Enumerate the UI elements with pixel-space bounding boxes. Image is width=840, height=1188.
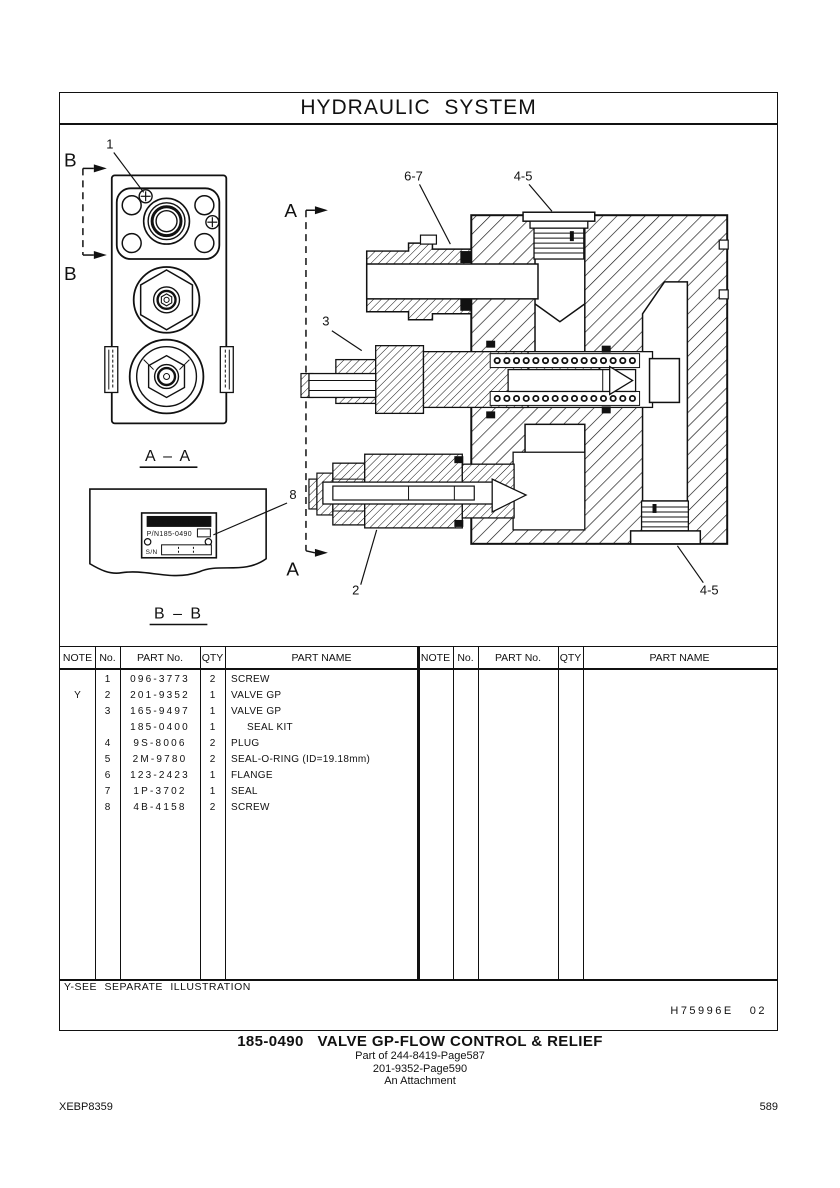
screw-icon xyxy=(206,216,219,229)
cell-note xyxy=(60,800,95,816)
caption-subtitle-2: 201-9352-Page590 xyxy=(372,1062,468,1075)
cell-note: Y xyxy=(74,690,81,701)
view-label-aa: A – A xyxy=(144,448,193,466)
title-band xyxy=(60,93,777,125)
col-header-no: No. xyxy=(457,651,474,664)
col-header-part-name: PART NAME xyxy=(291,651,352,664)
cell-name: SCREW xyxy=(231,674,270,685)
cell-name: SEAL KIT xyxy=(247,722,293,733)
col-header-qty: QTY xyxy=(201,651,224,664)
page-title: HYDRAULIC SYSTEM xyxy=(300,96,537,119)
callout-4-5-bottom: 4-5 xyxy=(699,582,719,598)
cell-part-no: 123-2423 xyxy=(130,770,190,781)
cell-no: 7 xyxy=(104,786,111,797)
cell-no: 4 xyxy=(104,738,111,749)
cell-part-no: 1P-3702 xyxy=(133,786,187,797)
callout-4-5-top: 4-5 xyxy=(513,168,533,184)
cell-no xyxy=(95,720,120,736)
plug-top xyxy=(523,212,595,259)
nameplate-sn: S/N xyxy=(145,548,158,556)
cell-qty: 1 xyxy=(209,706,216,717)
caption-subtitle-3: An Attachment xyxy=(384,1075,456,1087)
figure-caption xyxy=(0,1033,840,1088)
cell-no: 6 xyxy=(104,770,111,781)
col-header-part-name: PART NAME xyxy=(649,651,710,664)
col-header-note: NOTE xyxy=(420,651,451,664)
callout-2: 2 xyxy=(352,582,360,598)
cell-note xyxy=(60,784,95,800)
valve-cartridge-lower xyxy=(309,454,526,528)
cell-part-no: 201-9352 xyxy=(130,690,190,701)
cut-label-b-top: B xyxy=(63,150,77,172)
valve-cartridge-middle xyxy=(301,341,679,419)
cell-name: VALVE GP xyxy=(231,706,282,717)
callout-8: 8 xyxy=(289,487,297,503)
cell-part-no: 185-0400 xyxy=(130,722,190,733)
page-number: 589 xyxy=(759,1101,778,1113)
nameplate-screw-icon xyxy=(205,539,211,545)
view-label-bb: B – B xyxy=(154,605,203,623)
cell-qty: 2 xyxy=(209,674,216,685)
page-frame xyxy=(59,92,778,1031)
seal-o-ring xyxy=(460,251,471,263)
cell-note xyxy=(60,672,95,688)
cell-note xyxy=(60,736,95,752)
callout-3: 3 xyxy=(322,313,330,329)
cut-label-a-top: A xyxy=(284,201,298,223)
caption-title: 185-0490 VALVE GP-FLOW CONTROL & RELIEF xyxy=(237,1033,603,1050)
cell-qty: 1 xyxy=(209,722,216,733)
cell-part-no: 9S-8006 xyxy=(133,738,187,749)
form-number: XEBP8359 xyxy=(59,1101,113,1113)
col-header-part-no: PART No. xyxy=(136,651,184,664)
caption-subtitle-1: Part of 244-8419-Page587 xyxy=(355,1050,485,1062)
seal-o-ring xyxy=(460,299,471,311)
cell-name: SEAL xyxy=(231,786,258,797)
cell-qty: 2 xyxy=(209,754,216,765)
cell-note xyxy=(60,752,95,768)
callout-6-7: 6-7 xyxy=(404,168,423,184)
nameplate-screw-icon xyxy=(144,539,150,545)
screw-icon xyxy=(139,190,152,203)
cell-name: SCREW xyxy=(231,802,270,813)
cell-part-no: 4B-4158 xyxy=(133,802,187,813)
cell-qty: 1 xyxy=(209,770,216,781)
nameplate-brand: CATERPILLAR® xyxy=(151,519,207,527)
cell-name: SEAL-O-RING (ID=19.18mm) xyxy=(231,754,371,765)
cell-qty: 2 xyxy=(209,738,216,749)
cell-qty: 1 xyxy=(209,690,216,701)
col-header-qty: QTY xyxy=(559,651,582,664)
parts-table xyxy=(60,646,777,981)
cell-no: 5 xyxy=(104,754,111,765)
technical-drawing xyxy=(60,124,776,646)
cut-label-a-bottom: A xyxy=(286,559,299,581)
cell-part-no: 165-9497 xyxy=(130,706,190,717)
cell-note xyxy=(60,720,95,736)
cut-label-b-bottom: B xyxy=(63,263,77,285)
cell-name: FLANGE xyxy=(231,770,273,781)
cell-name: VALVE GP xyxy=(231,690,282,701)
nameplate-pn: P/N185-0490 xyxy=(146,530,193,538)
cell-qty: 2 xyxy=(209,802,216,813)
view-a-a xyxy=(105,175,233,423)
doc-revision: 02 xyxy=(749,1005,767,1017)
doc-code-value: H75996E xyxy=(670,1005,734,1017)
cell-no: 1 xyxy=(104,674,111,685)
cell-note xyxy=(60,768,95,784)
cell-no: 2 xyxy=(104,690,111,701)
cell-no: 3 xyxy=(104,706,111,717)
table-footnote: Y-SEE SEPARATE ILLUSTRATION xyxy=(64,981,251,993)
document-code xyxy=(670,1005,767,1017)
col-header-no: No. xyxy=(99,651,116,664)
cell-part-no: 2M-9780 xyxy=(132,754,188,765)
cell-name: PLUG xyxy=(231,738,260,749)
cell-no: 8 xyxy=(104,802,111,813)
cell-part-no: 096-3773 xyxy=(130,674,190,685)
cut-line-b xyxy=(83,164,107,259)
callout-1: 1 xyxy=(106,136,114,152)
main-section xyxy=(301,212,728,544)
col-header-note: NOTE xyxy=(62,651,93,664)
col-header-part-no: PART No. xyxy=(494,651,542,664)
cell-note xyxy=(60,704,95,720)
cell-qty: 1 xyxy=(209,786,216,797)
